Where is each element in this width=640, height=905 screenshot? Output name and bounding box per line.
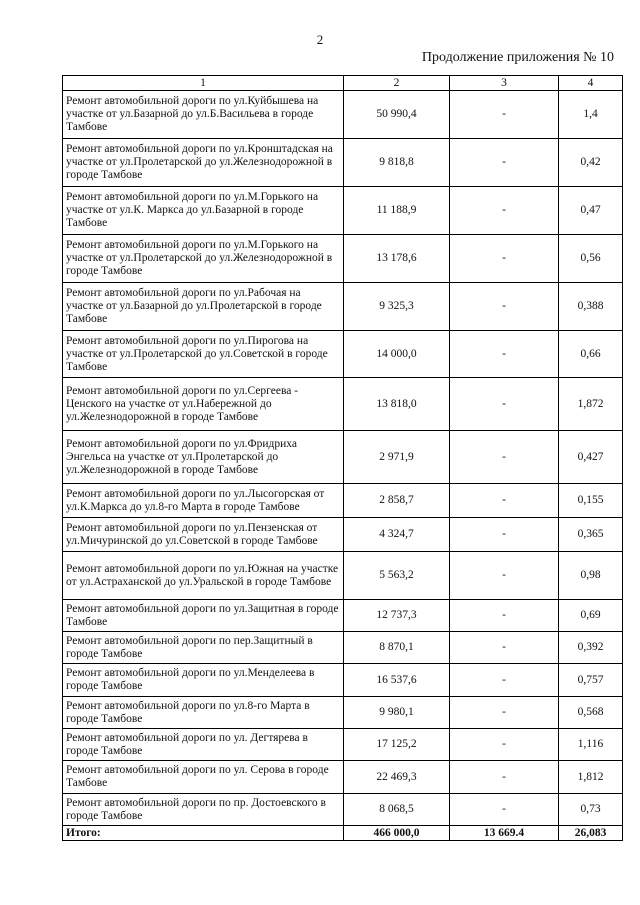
- road-name-cell: Ремонт автомобильной дороги по ул.Защитная в городе Тамбове: [63, 600, 344, 632]
- road-name-cell: Ремонт автомобильной дороги по ул.Лысогорская от ул.К.Маркса до ул.8-го Марта в городе Тамбове: [63, 484, 344, 518]
- length-cell: 0,69: [559, 600, 623, 632]
- table-row: [63, 187, 623, 235]
- road-name-cell: Ремонт автомобильной дороги по ул.Кронштадская на участке от ул.Пролетарской до ул.Железнодорожной в городе Тамбове: [63, 139, 344, 187]
- road-name-cell: Ремонт автомобильной дороги по пр. Достоевского в городе Тамбове: [63, 794, 344, 826]
- extra-amount-cell: -: [450, 729, 559, 761]
- road-name-cell: Ремонт автомобильной дороги по ул.М.Горького на участке от ул.Пролетарской до ул.Железнодорожной в городе Тамбове: [63, 235, 344, 283]
- table-row: [63, 632, 623, 664]
- road-name-cell: Ремонт автомобильной дороги по ул.Пензенская от ул.Мичуринской до ул.Советской в городе Тамбове: [63, 518, 344, 552]
- length-cell: 0,56: [559, 235, 623, 283]
- table-row: [63, 378, 623, 431]
- road-name-cell: Ремонт автомобильной дороги по ул. Серова в городе Тамбове: [63, 761, 344, 794]
- amount-cell: 13 818,0: [344, 378, 450, 431]
- road-name-cell: Ремонт автомобильной дороги по пер.Защитный в городе Тамбове: [63, 632, 344, 664]
- appendix-title: Продолжение приложения № 10: [421, 50, 614, 65]
- total-extra-amount: 13 669.4: [450, 826, 559, 841]
- length-cell: 0,42: [559, 139, 623, 187]
- road-name-cell: Ремонт автомобильной дороги по ул.Сергеева - Ценского на участке от ул.Набережной до ул.Железнодорожной в городе Тамбове: [63, 378, 344, 431]
- road-name-cell: Ремонт автомобильной дороги по ул.Южная на участке от ул.Астраханской до ул.Уральской в городе Тамбове: [63, 552, 344, 600]
- table-row: [63, 697, 623, 729]
- extra-amount-cell: -: [450, 600, 559, 632]
- length-cell: 0,568: [559, 697, 623, 729]
- table-row: [63, 729, 623, 761]
- table-row: [63, 283, 623, 331]
- amount-cell: 13 178,6: [344, 235, 450, 283]
- length-cell: 1,812: [559, 761, 623, 794]
- length-cell: 0,47: [559, 187, 623, 235]
- amount-cell: 11 188,9: [344, 187, 450, 235]
- road-name-cell: Ремонт автомобильной дороги по ул.М.Горького на участке от ул.К. Маркса до ул.Базарной в городе Тамбове: [63, 187, 344, 235]
- table-row: [63, 518, 623, 552]
- amount-cell: 22 469,3: [344, 761, 450, 794]
- road-name-cell: Ремонт автомобильной дороги по ул. Дегтярева в городе Тамбове: [63, 729, 344, 761]
- roads-table: [62, 75, 623, 841]
- amount-cell: 9 325,3: [344, 283, 450, 331]
- length-cell: 0,427: [559, 431, 623, 484]
- table-row: [63, 91, 623, 139]
- extra-amount-cell: -: [450, 331, 559, 378]
- extra-amount-cell: -: [450, 139, 559, 187]
- total-row: [63, 826, 623, 841]
- length-cell: 1,872: [559, 378, 623, 431]
- table-row: [63, 235, 623, 283]
- column-header: 3: [450, 76, 559, 91]
- amount-cell: 16 537,6: [344, 664, 450, 697]
- column-header: 1: [63, 76, 344, 91]
- extra-amount-cell: -: [450, 431, 559, 484]
- amount-cell: 50 990,4: [344, 91, 450, 139]
- amount-cell: 14 000,0: [344, 331, 450, 378]
- table-row: [63, 600, 623, 632]
- amount-cell: 5 563,2: [344, 552, 450, 600]
- column-header: 4: [559, 76, 623, 91]
- road-name-cell: Ремонт автомобильной дороги по ул.Менделеева в городе Тамбове: [63, 664, 344, 697]
- amount-cell: 8 068,5: [344, 794, 450, 826]
- length-cell: 0,73: [559, 794, 623, 826]
- table-row: [63, 484, 623, 518]
- extra-amount-cell: -: [450, 187, 559, 235]
- road-name-cell: Ремонт автомобильной дороги по ул.Фридриха Энгельса на участке от ул.Пролетарской до ул.Железнодорожной в городе Тамбове: [63, 431, 344, 484]
- extra-amount-cell: -: [450, 664, 559, 697]
- amount-cell: 12 737,3: [344, 600, 450, 632]
- road-name-cell: Ремонт автомобильной дороги по ул.Рабочая на участке от ул.Базарной до ул.Пролетарской в городе Тамбове: [63, 283, 344, 331]
- amount-cell: 9 980,1: [344, 697, 450, 729]
- extra-amount-cell: -: [450, 552, 559, 600]
- length-cell: 0,66: [559, 331, 623, 378]
- extra-amount-cell: -: [450, 378, 559, 431]
- road-name-cell: Ремонт автомобильной дороги по ул.Пирогова на участке от ул.Пролетарской до ул.Советской в городе Тамбове: [63, 331, 344, 378]
- total-amount: 466 000,0: [344, 826, 450, 841]
- table-row: [63, 552, 623, 600]
- extra-amount-cell: -: [450, 283, 559, 331]
- length-cell: 0,388: [559, 283, 623, 331]
- amount-cell: 9 818,8: [344, 139, 450, 187]
- amount-cell: 2 971,9: [344, 431, 450, 484]
- length-cell: 0,365: [559, 518, 623, 552]
- table-row: [63, 331, 623, 378]
- table-header-row: [63, 76, 623, 91]
- amount-cell: 8 870,1: [344, 632, 450, 664]
- road-name-cell: Ремонт автомобильной дороги по ул.8-го Марта в городе Тамбове: [63, 697, 344, 729]
- extra-amount-cell: -: [450, 697, 559, 729]
- extra-amount-cell: -: [450, 794, 559, 826]
- extra-amount-cell: -: [450, 484, 559, 518]
- length-cell: 0,757: [559, 664, 623, 697]
- length-cell: 0,392: [559, 632, 623, 664]
- length-cell: 0,155: [559, 484, 623, 518]
- column-header: 2: [344, 76, 450, 91]
- table-row: [63, 794, 623, 826]
- length-cell: 1,116: [559, 729, 623, 761]
- table-row: [63, 664, 623, 697]
- length-cell: 0,98: [559, 552, 623, 600]
- total-label: Итого:: [63, 826, 344, 841]
- total-length: 26,083: [559, 826, 623, 841]
- road-name-cell: Ремонт автомобильной дороги по ул.Куйбышева на участке от ул.Базарной до ул.Б.Васильева в городе Тамбове: [63, 91, 344, 139]
- extra-amount-cell: -: [450, 91, 559, 139]
- amount-cell: 2 858,7: [344, 484, 450, 518]
- extra-amount-cell: -: [450, 518, 559, 552]
- amount-cell: 4 324,7: [344, 518, 450, 552]
- amount-cell: 17 125,2: [344, 729, 450, 761]
- table-row: [63, 761, 623, 794]
- page-number: 2: [316, 32, 324, 47]
- extra-amount-cell: -: [450, 235, 559, 283]
- table-row: [63, 431, 623, 484]
- length-cell: 1,4: [559, 91, 623, 139]
- table-row: [63, 139, 623, 187]
- extra-amount-cell: -: [450, 761, 559, 794]
- extra-amount-cell: -: [450, 632, 559, 664]
